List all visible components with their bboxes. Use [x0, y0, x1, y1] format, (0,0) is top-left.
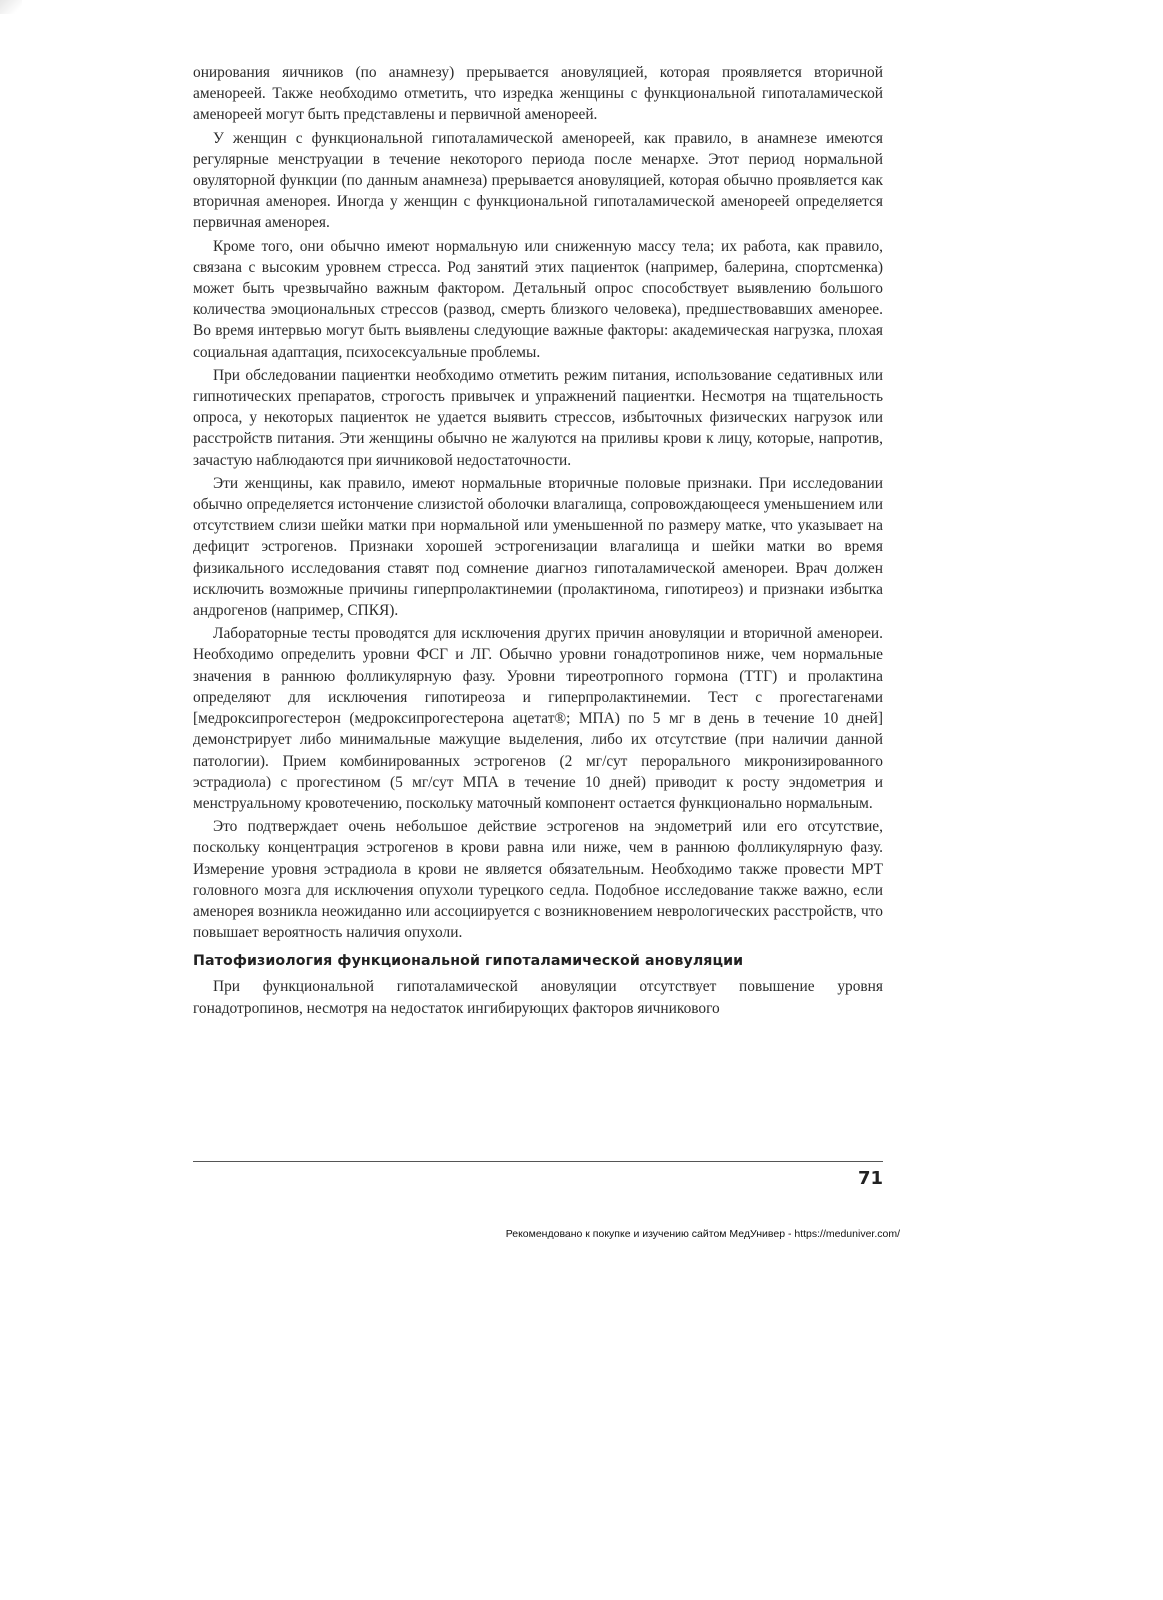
footer-rule	[193, 1161, 883, 1162]
paragraph-continued: онирования яичников (по анамнезу) прерывается ановуляцией, которая проявляется вторичной аменореей. Также необходимо отметить, что изредка женщины с функциональной гипоталамической аменореей могут быть представлены и первичной аменореей.	[193, 64, 883, 124]
paragraph-stress-factors: Кроме того, они обычно имеют нормальную или сниженную массу тела; их работа, как правило, связана с высоким уровнем стресса. Род занятий этих пациенток (например, балерина, спортсменка) может быть чрезвычайно важным фактором. Детальный опрос способствует выявлению большого количества эмоциональных стрессов (развод, смерть близкого человека), предшествовавших аменорее. Во время интервью могут быть выявлены следующие важные факторы: академическая нагрузка, плохая социальная адаптация, психосексуальные проблемы.	[193, 237, 883, 361]
scan-corner-mark	[0, 0, 22, 14]
main-text-column	[193, 62, 883, 1019]
section-heading: Патофизиология функциональной гипоталамической ановуляции	[193, 953, 744, 970]
paragraph-history: У женщин с функциональной гипоталамической аменореей, как правило, в анамнезе имеются регулярные менструации в течение некоторого периода после менархе. Этот период нормальной овуляторной функции (по данным анамнеза) прерывается ановуляцией, которая обычно проявляется как вторичная аменорея. Иногда у женщин с функциональной гипоталамической аменореей определяется первичная аменорея.	[193, 129, 883, 232]
paragraph-secondary-signs: Эти женщины, как правило, имеют нормальные вторичные половые признаки. При исследовании обычно определяется истончение слизистой оболочки влагалища, сопровождающееся уменьшением или отсутствием слизи шейки матки при нормальной или уменьшенной по размеру матке, что указывает на дефицит эстрогенов. Признаки хорошей эстрогенизации влагалища и шейки матки во время физикального исследования ставят под сомнение диагноз гипоталамической аменореи. Врач должен исключить возможные причины гиперпролактинемии (пролактинома, гипотиреоз) и признаки избытка андрогенов (например, СПКЯ).	[193, 474, 883, 620]
paragraph-examination: При обследовании пациентки необходимо отметить режим питания, использование седативных или гипнотических препаратов, строгость привычек и упражнений пациентки. Несмотря на тщательность опроса, у некоторых пациенток не удается выявить стрессов, избыточных физических нагрузок или расстройств питания. Эти женщины обычно не жалуются на приливы крови к лицу, которые, напротив, зачастую наблюдаются при яичниковой недостаточности.	[193, 366, 883, 469]
paragraph-pathophysiology: При функциональной гипоталамической ановуляции отсутствует повышение уровня гонадотропинов, несмотря на недостаток ингибирующих факторов яичникового	[193, 978, 883, 1017]
page-number: 71	[857, 1168, 883, 1189]
paragraph-confirmation: Это подтверждает очень небольшое действие эстрогенов на эндометрий или его отсутствие, поскольку концентрация эстрогенов в крови равна или ниже, чем в раннюю фолликулярную фазу. Измерение уровня эстрадиола в крови не является обязательным. Необходимо также провести МРТ головного мозга для исключения опухоли турецкого седла. Подобное исследование также важно, если аменорея возникла неожиданно или ассоциируется с возникновением неврологических расстройств, что повышает вероятность наличия опухоли.	[193, 818, 883, 942]
footer-recommendation-note: Рекомендовано к покупке и изучению сайтом МедУнивер - https://meduniver.com/	[505, 1228, 900, 1240]
paragraph-lab-tests: Лабораторные тесты проводятся для исключения других причин ановуляции и вторичной аменореи. Необходимо определить уровни ФСГ и ЛГ. Обычно уровни гонадотропинов ниже, чем нормальные значения в раннюю фолликулярную фазу. Уровни тиреотропного гормона (ТТГ) и пролактина определяют для исключения гипотиреоза и гиперпролактинемии. Тест с прогестагенами [медроксипрогестерон (медроксипрогестерона ацетат®; МПА) по 5 мг в день в течение 10 дней] демонстрирует либо минимальные мажущие выделения, либо их отсутствие (при наличии данной патологии). Прием комбинированных эстрогенов (2 мг/сут перорального микронизированного эстрадиола) с прогестином (5 мг/сут МПА в течение 10 дней) приводит к росту эндометрия и менструальному кровотечению, поскольку маточный компонент остается функционально нормальным.	[193, 625, 883, 812]
